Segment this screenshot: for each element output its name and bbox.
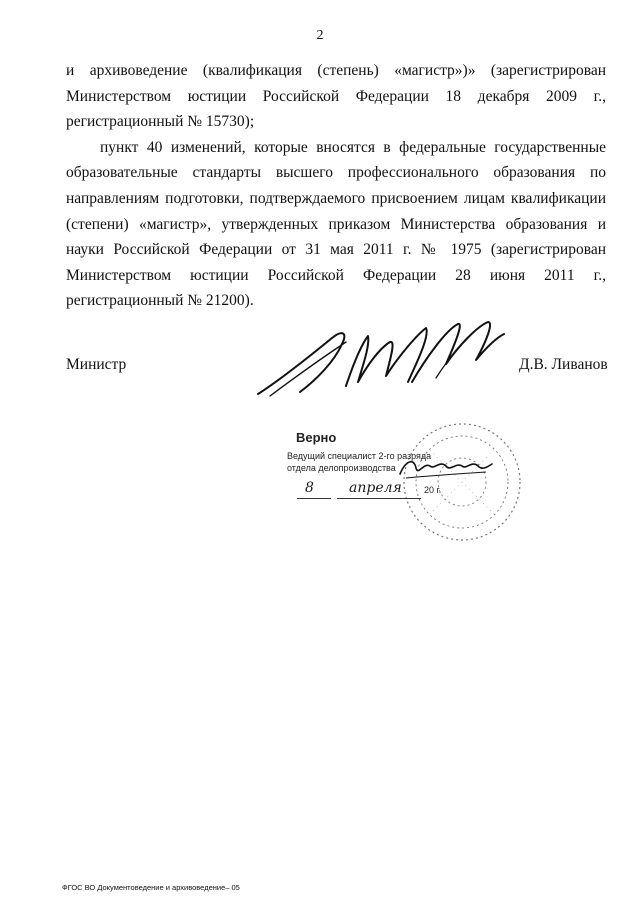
minister-signature xyxy=(250,312,512,402)
date-month-underline xyxy=(337,498,421,499)
certification-date xyxy=(289,478,479,504)
certification-date-month: апреля xyxy=(349,480,402,496)
certifier-position: Ведущий специалист 2-го разряда xyxy=(287,451,432,461)
minister-title: Министр xyxy=(66,356,127,373)
certifier-department: отдела делопроизводства xyxy=(287,463,396,473)
certification-stamp-block xyxy=(284,420,524,530)
document-footer: ФГОС ВО Документоведение и архивоведение– 05 xyxy=(62,883,240,892)
date-day-underline xyxy=(297,498,331,499)
certification-date-year: 20 г. xyxy=(424,485,442,495)
order-body xyxy=(66,58,606,314)
minister-name: Д.В. Ливанов xyxy=(519,356,608,373)
paragraph-continuation: и архивоведение (квалификация (степень) «магистр»)» (зарегистрирован Министерством юстиции Российской Федерации 18 декабря 2009 г., регистрационный № 15730); xyxy=(66,62,606,131)
page-number: 2 xyxy=(316,28,324,43)
certified-true-label: Верно xyxy=(296,430,337,445)
certification-date-day: 8 xyxy=(305,480,314,496)
paragraph-item-40: пункт 40 изменений, которые вносятся в федеральные государственные образовательные стандарты высшего профессионального образования по направлениям подготовки, подтверждаемого присвоением лицам квалификации (степени) «магистр», утвержденных приказом Министерства образования и науки Российской Федерации от 31 мая 2011 г. № 1975 (зарегистрирован Министерством юстиции Российской Федерации 28 июня 2011 г., регистрационный № 21200). xyxy=(66,138,606,310)
